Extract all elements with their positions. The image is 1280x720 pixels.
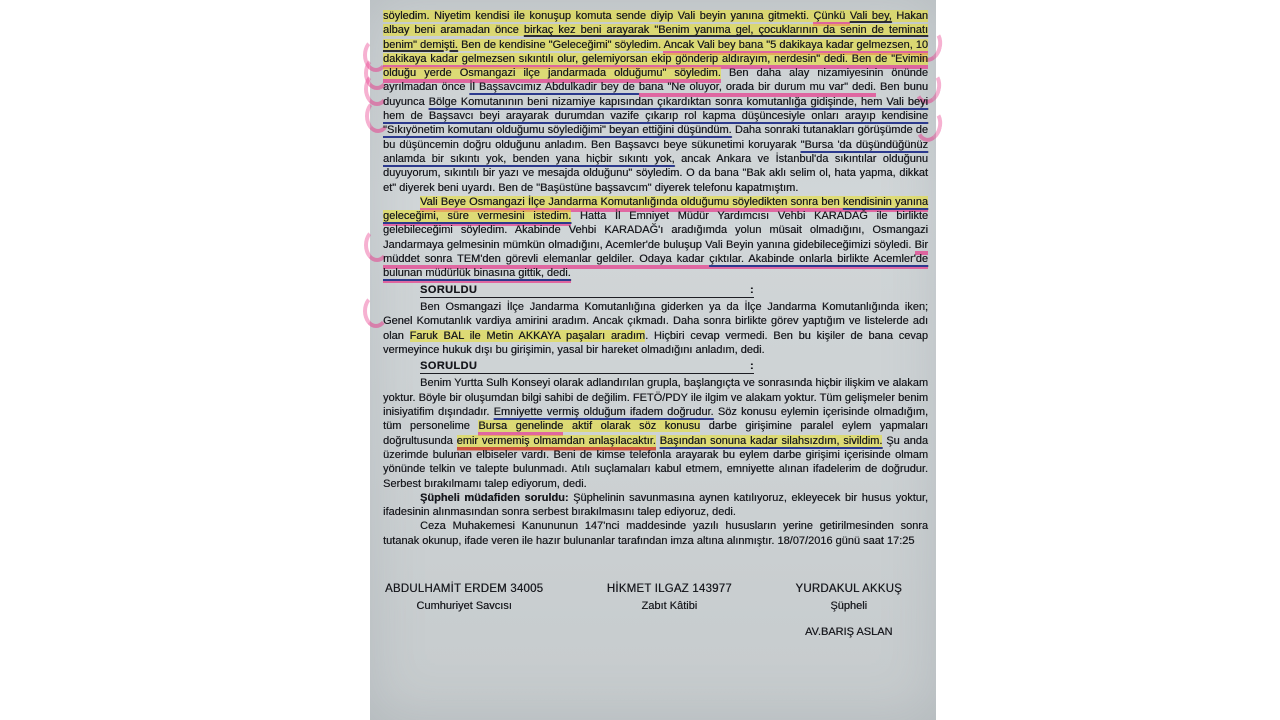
paragraph (383, 300, 928, 357)
text-run: Şu anda üzerimde bulunan elbiseler vardı. Beni de kimse telefonla arayarak bu eylem darbe girişimi içerisinde olmam yönünde telkin ve talepte bulunmadı. Atılı suçlamaları kabul etmem, emniyette alınan ifadelerim de doğrudur. Serbest bırakılmamı talep ediyorum, dedi. (383, 434, 928, 490)
paragraph (383, 195, 928, 281)
text-run: Ben bunu duyunca (383, 81, 929, 108)
text-run: Çünkü (813, 10, 850, 22)
paragraph (383, 9, 928, 195)
soruldu-heading (420, 283, 754, 298)
signature-suspect (795, 582, 902, 639)
text-run: Faruk BAL ile Metin AKKAYA paşaları aradım (409, 329, 646, 342)
text-run: İl Başsavcımız Abdulkadir bey de (469, 81, 639, 94)
signatory-name: YURDAKUL AKKUŞ (795, 582, 902, 595)
document-body (383, 9, 928, 639)
text-run: Bursa genelinde (478, 420, 564, 433)
heading-colon: : (749, 283, 754, 296)
heading-label: SORULDU (420, 360, 478, 373)
text-run: . Hiçbiri cevap vermedi. Ben bu kişiler de bana cevap vermeyince hukuk dışı bu girişimin, yasal bir hareket olmadığını anladım, dedi. (383, 329, 928, 356)
heading-label: SORULDU (420, 283, 478, 296)
text-run: darbe girişimine paralel eylem yapmaları doğrultusunda (383, 420, 928, 447)
text-run: "Bursa 'da düşündüğünüz anlamda bir sıkıntı yok, benden yana hiçbir sıkıntı yok, (383, 138, 928, 165)
text-run: ancak Ankara ve İstanbul'da sıkıntılar olduğunu duyuyorum, sıkıntılı bir yazı ve mesajda olduğunu" söyledim. O da bana "Bak aklı selim ol, hata yapma, dikkat et" diyerek beni uyardı. Ben de "Başüstüne başsavcım" diyerek telefonu kapatmıştım. (383, 152, 928, 194)
signature-row (383, 582, 928, 639)
text-run: Söz konusu eylemin içerisinde olmadığım, tüm personelime (383, 406, 929, 433)
signatory-name: HİKMET ILGAZ 143977 (606, 582, 732, 595)
signatory-title: Cumhuriyet Savcısı (416, 600, 512, 613)
soruldu-heading (420, 359, 754, 374)
signature-prosecutor (385, 582, 543, 639)
text-run: Hatta İl Emniyet Müdür Yardımcısı Vehbi KARADAĞ ile birlikte gelebileceğimi söyledim. Akabinde Vehbi KARADAĞ'ı aradığımda yolun müsait olmadığını, Osmangazi Jandarmaya gelmesinin mümkün olmadığını, Acemler'de buluşup Vali Beyin yanına gidebileceğimizi söyledi. (383, 210, 929, 251)
text-run: birkaç kez beni arayarak "Benim yanıma gel, çocuklarının da senin de teminatı benim" demişti. (383, 24, 928, 51)
text-run: Vali Beye Osmangazi İlçe Jandarma Komutanlığında olduğumu söyledikten sonra ben (420, 195, 843, 208)
signatory-title: Zabıt Kâtibi (641, 600, 698, 613)
text-run: Bir müddet sonra TEM'den görevli elemanlar geldiler. Odaya kadar (383, 238, 928, 266)
paragraph (383, 519, 928, 548)
signatory-title: Şüpheli (830, 600, 868, 613)
lawyer-name: AV.BARIŞ ASLAN (804, 625, 893, 638)
paragraph (383, 376, 928, 490)
text-run: Ben Osmangazi İlçe Jandarma Komutanlığına giderken ya da İlçe Jandarma Komutanlığında iken; Genel Komutanlık vardiya amirini aradım. Ancak çıkmadı. Daha sonra birlikte görev yaptığım ve listelerde adı olan (383, 300, 928, 342)
text-run: aktif olarak söz konusu (563, 420, 701, 433)
text-run: Şüpheli müdafiden soruldu: (420, 491, 569, 504)
text-run: Daha sonraki tutanakları görüşümde de bu düşüncemin doğru olduğunu anladım. Ben Başsavcı beye sükunetimi koruyarak (383, 124, 928, 151)
text-run: Ben de kendisine "Geleceğimi" söyledim. (457, 38, 664, 51)
paragraph (383, 491, 928, 520)
text-run: Benim Yurtta Sulh Konseyi olarak adlandırılan grupla, başlangıçta ve sonrasında hiçbir ilişkim ve alakam yoktur. Böyle bir oluşumdan bilgi sahibi de değilim. FETÖ/PDY ile ilgim ve alakam yoktur. Tüm gelişmeler benim inisiyatifim dışındadır. (383, 377, 928, 419)
text-run: Hakan albay beni aramadan önce (383, 10, 928, 37)
text-run: kendisinin yanına geleceğimi, süre vermesini istedim. (383, 195, 928, 223)
text-run: Ceza Muhakemesi Kanununun 147'nci maddesinde yazılı hususların yerine getirilmesinden sonra tutanak okunup, ifade veren ile hazır bulunanlar tarafından imza altına alınmıştır. 18/07/2016 günü saat 17:25 (383, 520, 928, 547)
text-run: Ben daha alay nizamiyesinin önünde ayrılmadan önce (383, 67, 928, 94)
text-run: Ancak Vali bey bana "5 dakikaya kadar gelmezsen, 10 dakikaya kadar gelmezsen sıkıntılı olur, gelemiyorsan ekip gönderip aldırayım, nerdesin" dedi. Ben de "Evimin olduğu yerde Osmangazi ilçe jandarmada olduğumu" söyledim. (383, 38, 928, 80)
text-run: çıktılar. Akabinde onlarla birlikte Acemler'de bulunan müdürlük binasına gittik, dedi. (383, 253, 928, 280)
signature-clerk (607, 582, 732, 639)
text-run: Bölge Komutanının beni nizamiye kapısından çıkardıktan sonra komutanlığa gidişinde, hem Vali beyi hem de Başsavcı beyi arayarak durumdan vazife çıkarıp rol kapma düşüncesiyle onları arayıp kendisine "Sıkıyönetim komutanı olduğumu söylediğimi" beyan ettiğini düşündüm. (383, 95, 928, 137)
text-run: söyledim. Niyetim kendisi ile konuşup komuta sende diyip Vali beyin yanına gitmekti. (383, 10, 814, 22)
text-run: emir vermemiş olmamdan anlaşılacaktır. (456, 434, 656, 447)
scanned-page (370, 0, 936, 720)
text-run: Emniyette vermiş olduğum ifadem doğrudur. (493, 406, 714, 419)
text-run: Vali bey, (849, 10, 892, 22)
signatory-name: ABDULHAMİT ERDEM 34005 (385, 582, 544, 595)
text-run: Şüphelinin savunmasına aynen katılıyoruz, ekleyecek bir husus yoktur, ifadesinin alınmasından sonra serbest bırakılmasını talep ediyoruz, dedi. (383, 491, 928, 519)
text-run: Başından sonuna kadar silahsızdım, sivildim. (659, 434, 883, 447)
heading-colon: : (749, 360, 754, 373)
text-run: bana "Ne oluyor, orada bir durum mu var" dedi. (638, 81, 876, 94)
